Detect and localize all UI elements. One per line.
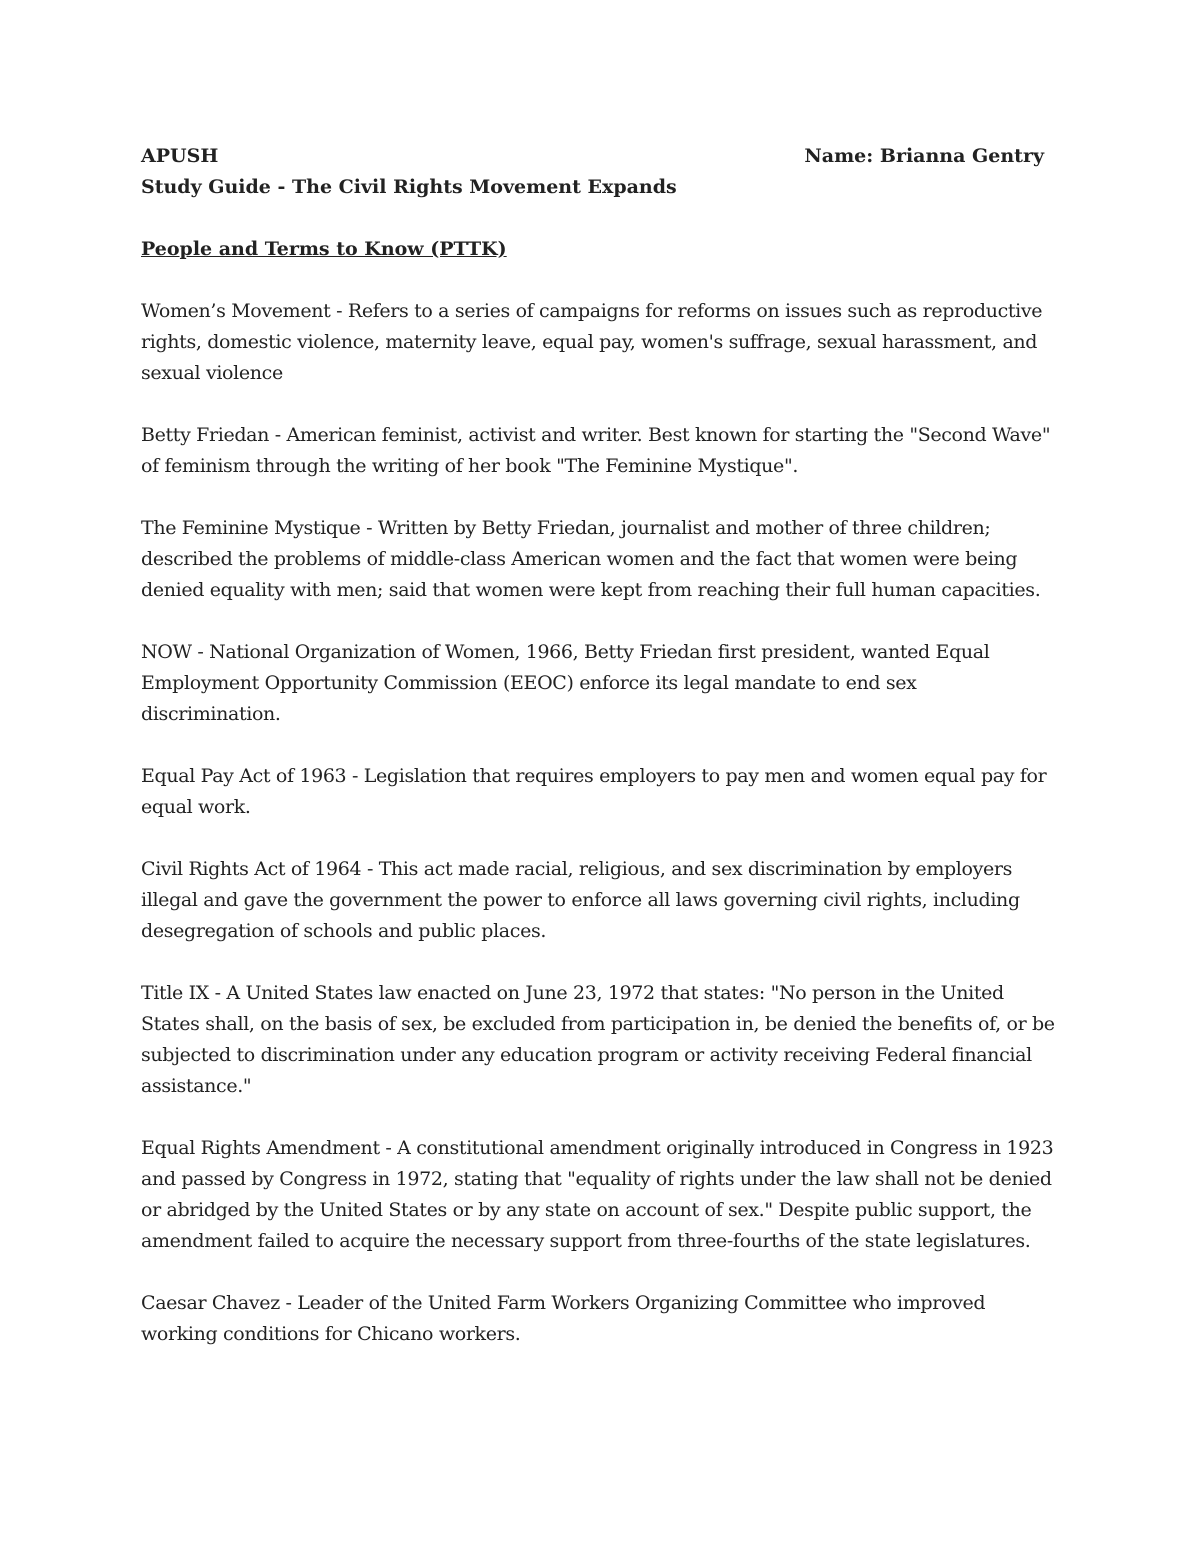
term-civil-rights-act: Civil Rights Act of 1964 - This act made racial, religious, and sex discrimination by employers illegal and gave the government the power to enforce all laws governing civil rights, including desegregation of schools and public places. xyxy=(141,858,1020,942)
student-name: Name: Brianna Gentry xyxy=(804,145,1044,167)
course-title: APUSH xyxy=(141,145,219,167)
term-equal-pay-act: Equal Pay Act of 1963 - Legislation that requires employers to pay men and women equal pay for equal work. xyxy=(141,765,1047,818)
term-womens-movement: Women’s Movement - Refers to a series of campaigns for reforms on issues such as reproductive rights, domestic violence, maternity leave, equal pay, women's suffrage, sexual harassment, and sexual violence xyxy=(141,300,1043,384)
term-caesar-chavez: Caesar Chavez - Leader of the United Farm Workers Organizing Committee who improved working conditions for Chicano workers. xyxy=(141,1292,986,1345)
document-page xyxy=(141,141,1061,1350)
term-feminine-mystique: The Feminine Mystique - Written by Betty Friedan, journalist and mother of three children; described the problems of middle-class American women and the fact that women were being denied equality with men; said that women were kept from reaching their full human capacities. xyxy=(141,517,1041,601)
term-betty-friedan: Betty Friedan - American feminist, activist and writer. Best known for starting the "Second Wave" of feminism through the writing of her book "The Feminine Mystique". xyxy=(141,424,1051,477)
terms-list xyxy=(141,296,1061,1350)
term-now: NOW - National Organization of Women, 1966, Betty Friedan first president, wanted Equal Employment Opportunity Commission (EEOC) enforce its legal mandate to end sex discrimination. xyxy=(141,641,990,725)
document-header xyxy=(141,141,1061,172)
term-title-ix: Title IX - A United States law enacted on June 23, 1972 that states: "No person in the United States shall, on the basis of sex, be excluded from participation in, be denied the benefits of, or be subjected to discrimination under any education program or activity receiving Federal financial assistance." xyxy=(141,982,1055,1097)
study-guide-title: Study Guide - The Civil Rights Movement Expands xyxy=(141,176,677,198)
term-equal-rights-amendment: Equal Rights Amendment - A constitutional amendment originally introduced in Congress in 1923 and passed by Congress in 1972, stating that "equality of rights under the law shall not be denied or abridged by the United States or by any state on account of sex." Despite public support, the amendment failed to acquire the necessary support from three-fourths of the state legislatures. xyxy=(141,1137,1054,1252)
section-heading: People and Terms to Know (PTTK) xyxy=(141,238,507,260)
